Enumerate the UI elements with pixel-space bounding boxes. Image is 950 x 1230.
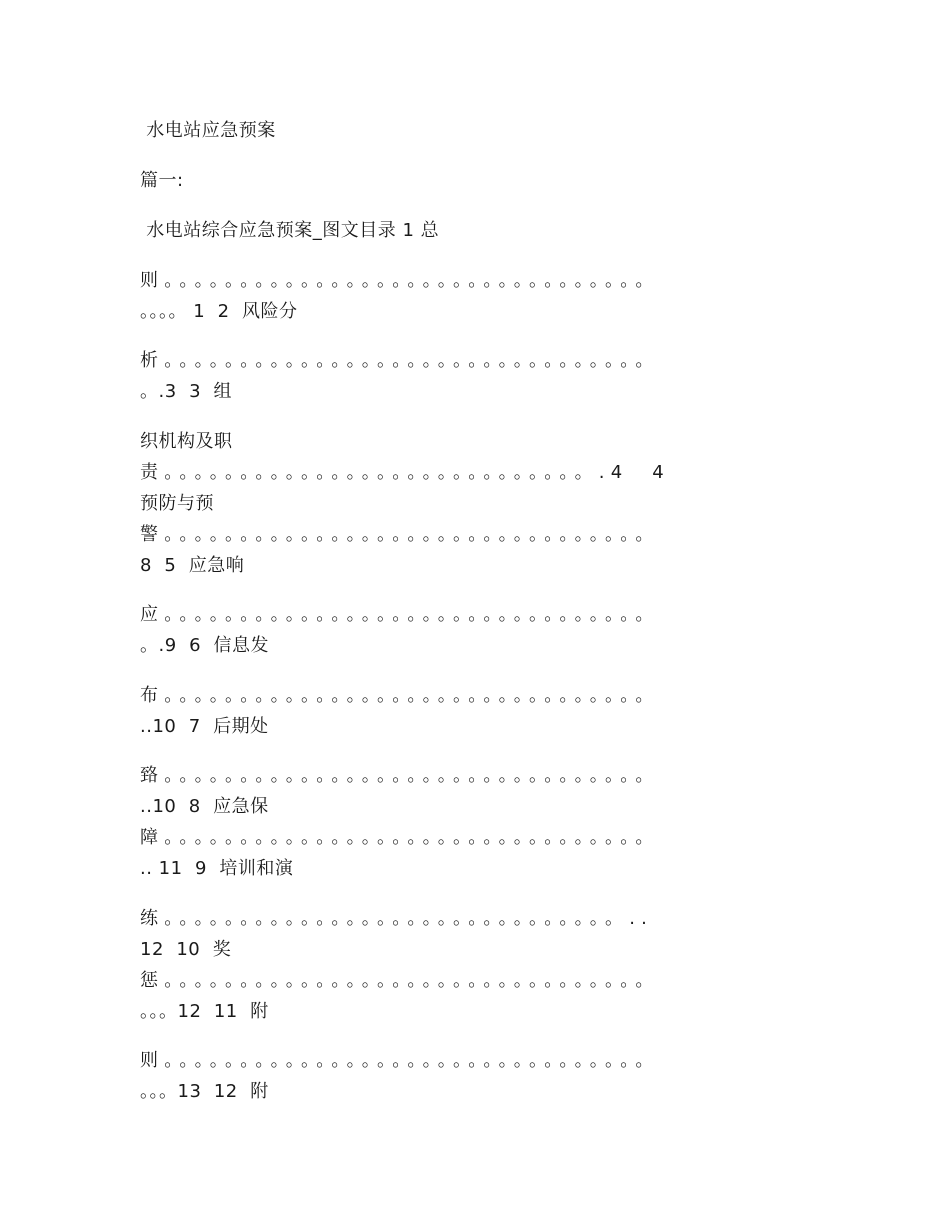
toc-line: 12 10 奖 [140,939,232,960]
document-title: 水电站应急预案 [140,120,276,141]
toc-line: 惩。。。。。。。。。。。。。。。。。。。。。。。。。。。。。。。。 [140,970,660,991]
section-heading: 篇一: [140,170,184,191]
toc-line: 织机构及职 [140,431,233,452]
toc-line: 8 5 应急响 [140,555,245,576]
toc-line: ..10 8 应急保 [140,796,269,817]
toc-line: 则。。。。。。。。。。。。。。。。。。。。。。。。。。。。。。。。 [140,1050,660,1071]
toc-line: .. 11 9 培训和演 [140,858,294,879]
toc-line: 练。。。。。。。。。。。。。。。。。。。。。。。。。。。。。。.. [140,908,654,929]
toc-line: ..10 7 后期处 [140,716,269,737]
toc-line: 则。。。。。。。。。。。。。。。。。。。。。。。。。。。。。。。。 [140,270,660,291]
toc-line: 析。。。。。。。。。。。。。。。。。。。。。。。。。。。。。。。。 [140,350,660,371]
toc-line: 应。。。。。。。。。。。。。。。。。。。。。。。。。。。。。。。。 [140,604,660,625]
toc-line: 警。。。。。。。。。。。。。。。。。。。。。。。。。。。。。。。。 [140,524,660,545]
toc-line: 布。。。。。。。。。。。。。。。。。。。。。。。。。。。。。。。。 [140,685,660,706]
toc-line: 。.9 6 信息发 [140,635,270,656]
toc-line: 责。。。。。。。。。。。。。。。。。。。。。。。。。。。。.4 4 [140,462,670,483]
toc-heading: 水电站综合应急预案_图文目录 1 总 [140,220,440,241]
toc-line: 。.3 3 组 [140,381,233,402]
toc-line: 臵。。。。。。。。。。。。。。。。。。。。。。。。。。。。。。。。 [140,765,660,786]
toc-line: 。。。13 12 附 [140,1081,269,1102]
toc-line: 。。。12 11 附 [140,1001,269,1022]
toc-line: 。。。。 1 2 风险分 [140,301,298,322]
toc-line: 障。。。。。。。。。。。。。。。。。。。。。。。。。。。。。。。。 [140,827,660,848]
toc-line: 预防与预 [140,493,214,514]
